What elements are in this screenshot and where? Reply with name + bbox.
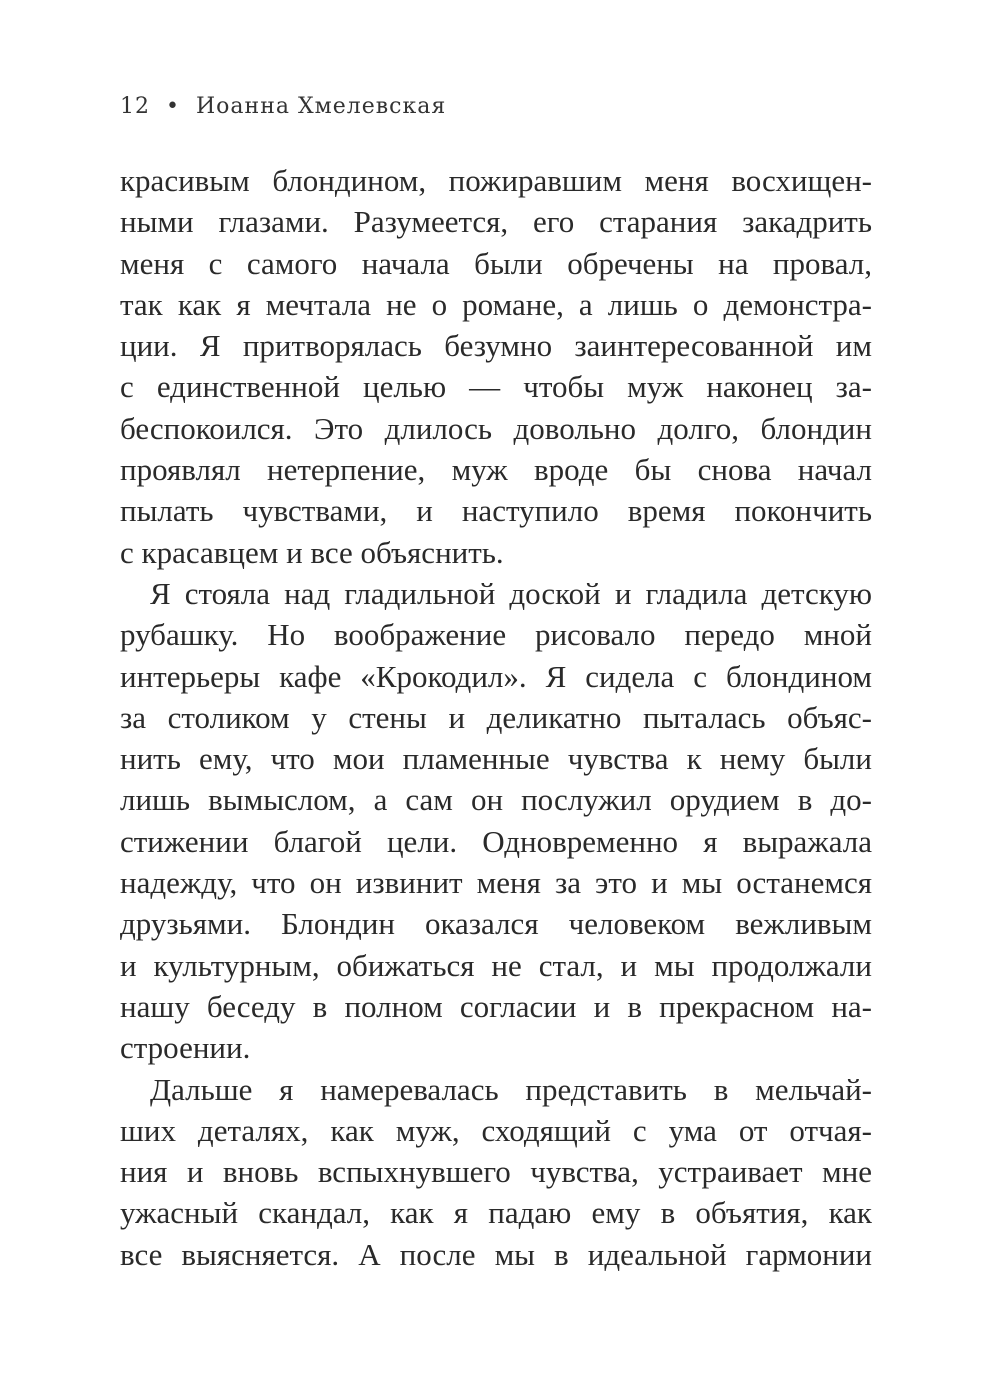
header-separator: •	[166, 94, 180, 119]
text-line: нить ему, что мои пламенные чувства к нему были	[120, 741, 872, 777]
text-line: и культурным, обижаться не стал, и мы продолжали	[120, 947, 872, 983]
page-number: 12	[120, 94, 150, 119]
text-line: Дальше я намеревалась представить в мельчай-	[150, 1071, 872, 1107]
text-line: с единственной целью — чтобы муж наконец за-	[120, 369, 872, 405]
text-line: ными глазами. Разумеется, его старания закадрить	[120, 204, 872, 240]
text-line: Я стояла над гладильной доской и гладила детскую	[150, 575, 872, 611]
text-line: ужасный скандал, как я падаю ему в объятия, как	[120, 1195, 872, 1231]
body-text	[120, 160, 872, 1275]
text-line: нашу беседу в полном согласии и в прекрасном на-	[120, 988, 872, 1024]
text-line: с красавцем и все объяснить.	[120, 534, 504, 570]
text-line: строении.	[120, 1030, 251, 1066]
text-line: надежду, что он извинит меня за это и мы останемся	[120, 865, 872, 901]
text-line: ния и вновь вспыхнувшего чувства, устраивает мне	[120, 1154, 872, 1190]
text-line: беспокоился. Это длилось довольно долго, блондин	[120, 410, 872, 446]
running-header	[120, 94, 446, 119]
text-line: все выясняется. А после мы в идеальной гармонии	[120, 1236, 872, 1272]
text-line: ших деталях, как муж, сходящий с ума от отчая-	[120, 1112, 872, 1148]
text-line: так как я мечтала не о романе, а лишь о демонстра-	[120, 286, 872, 322]
text-line: за столиком у стены и деликатно пыталась объяс-	[120, 699, 872, 735]
author-name: Иоанна Хмелевская	[195, 94, 447, 119]
text-line: пылать чувствами, и наступило время покончить	[120, 493, 872, 529]
text-line: стижении благой цели. Одновременно я выражала	[120, 823, 872, 859]
text-line: интерьеры кафе «Крокодил». Я сидела с блондином	[120, 658, 872, 694]
text-line: лишь вымыслом, а сам он послужил орудием в до-	[120, 782, 872, 818]
text-line: красивым блондином, пожиравшим меня восхищен-	[120, 163, 872, 198]
text-line: ции. Я притворялась безумно заинтересованной им	[120, 328, 872, 364]
text-line: меня с самого начала были обречены на провал,	[120, 245, 872, 281]
text-line: друзьями. Блондин оказался человеком вежливым	[120, 906, 872, 942]
text-line: проявлял нетерпение, муж вроде бы снова начал	[120, 452, 872, 488]
text-line: рубашку. Но воображение рисовало передо мной	[120, 617, 872, 653]
